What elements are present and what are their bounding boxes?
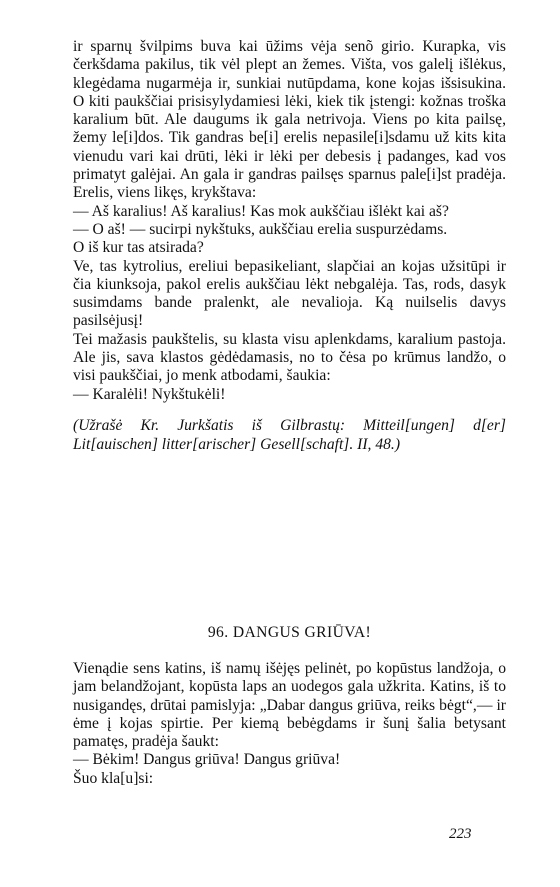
story-paragraph: Šuo kla[u]si: [73,769,154,787]
dialogue-line: — Aš karalius! Aš karalius! Kas mok aukščiau išlėkt kai aš? [73,202,449,220]
story-end-section [73,38,506,454]
dialogue-line: — Bėkim! Dangus griūva! Dangus griūva! [73,751,341,769]
source-note: (Užrašė Kr. Jurkšatis iš Gilbrastų: Mitteil[ungen] d[er] Lit[auischen] litter[arischer] Gesell[schaft]. II, 48.) [73,416,506,453]
dialogue-line: — O aš! — sucirpi nykštuks, aukščiau erelia suspurzėdams. [73,220,448,238]
story-paragraph: ir sparnų švilpims buva kai ūžims vėja senõ girio. Kurapka, vis čerkšdama pakilus, tik vėl plept an žemes. Višta, vos galelį išlėkus, klegėdama nugarmėja ir, sunkiai nutūpdama, kone kojas išsisukina. O kiti paukščiai prisisylydamiesi lėki, kiek tik įstengi: kožnas troška karalium būt. Ale daugums ik gala netrivoja. Viens po kita pailsę, žemy le[i]dos. Tik gandras be[i] erelis nepasile[i]sdamu už kits kita vienudu vari kai drūti, lėki ir lėki per debesis į padanges, kad vos primatyt galėjai. An gala ir gandras pailsęs sparnus pale[i]st pradėja. Erelis, viens likęs, krykštava: [73,38,506,202]
page-number: 223 [449,826,472,842]
story-paragraph: Tei mažasis paukštelis, su klasta visu aplenkdams, karalium pastoja. Ale jis, sava klastos gėdėdamasis, no to čėsa po krūmus landžo, o visi paukščiai, jo menk atbodami, šaukia: [73,330,506,385]
dialogue-line: — Karalėli! Nykštukėli! [73,385,226,403]
story-paragraph: O iš kur tas atsirada? [73,239,204,257]
story-96-section [73,660,506,788]
story-paragraph: Ve, tas kytrolius, ereliui bepasikeliant, slapčiai an kojas užsitūpi ir čia kiunksoja, pakol erelis aukščiau lėkt nebgalėja. Tas, rods, dasyk susimdams bande pralenkt, ale nevalioja. Ką nuilselis davys pasilsėjusį! [73,257,506,330]
story-paragraph: Vienądie sens katins, iš namų išėjęs pelinėt, po kopūstus landžoja, o jam belandžojant, kopūsta laps an uodegos gala užkrita. Katins, iš to nusigandęs, drūtai pamislyja: „Dabar dangus griūva, reiks bėgt“,— ir ėme į kojas spirtie. Per kiemą bebėgdams ir šunį šalia betysant pamatęs, pradėja šaukt: [73,660,506,751]
story-heading: 96. DANGUS GRIŪVA! [207,624,372,641]
